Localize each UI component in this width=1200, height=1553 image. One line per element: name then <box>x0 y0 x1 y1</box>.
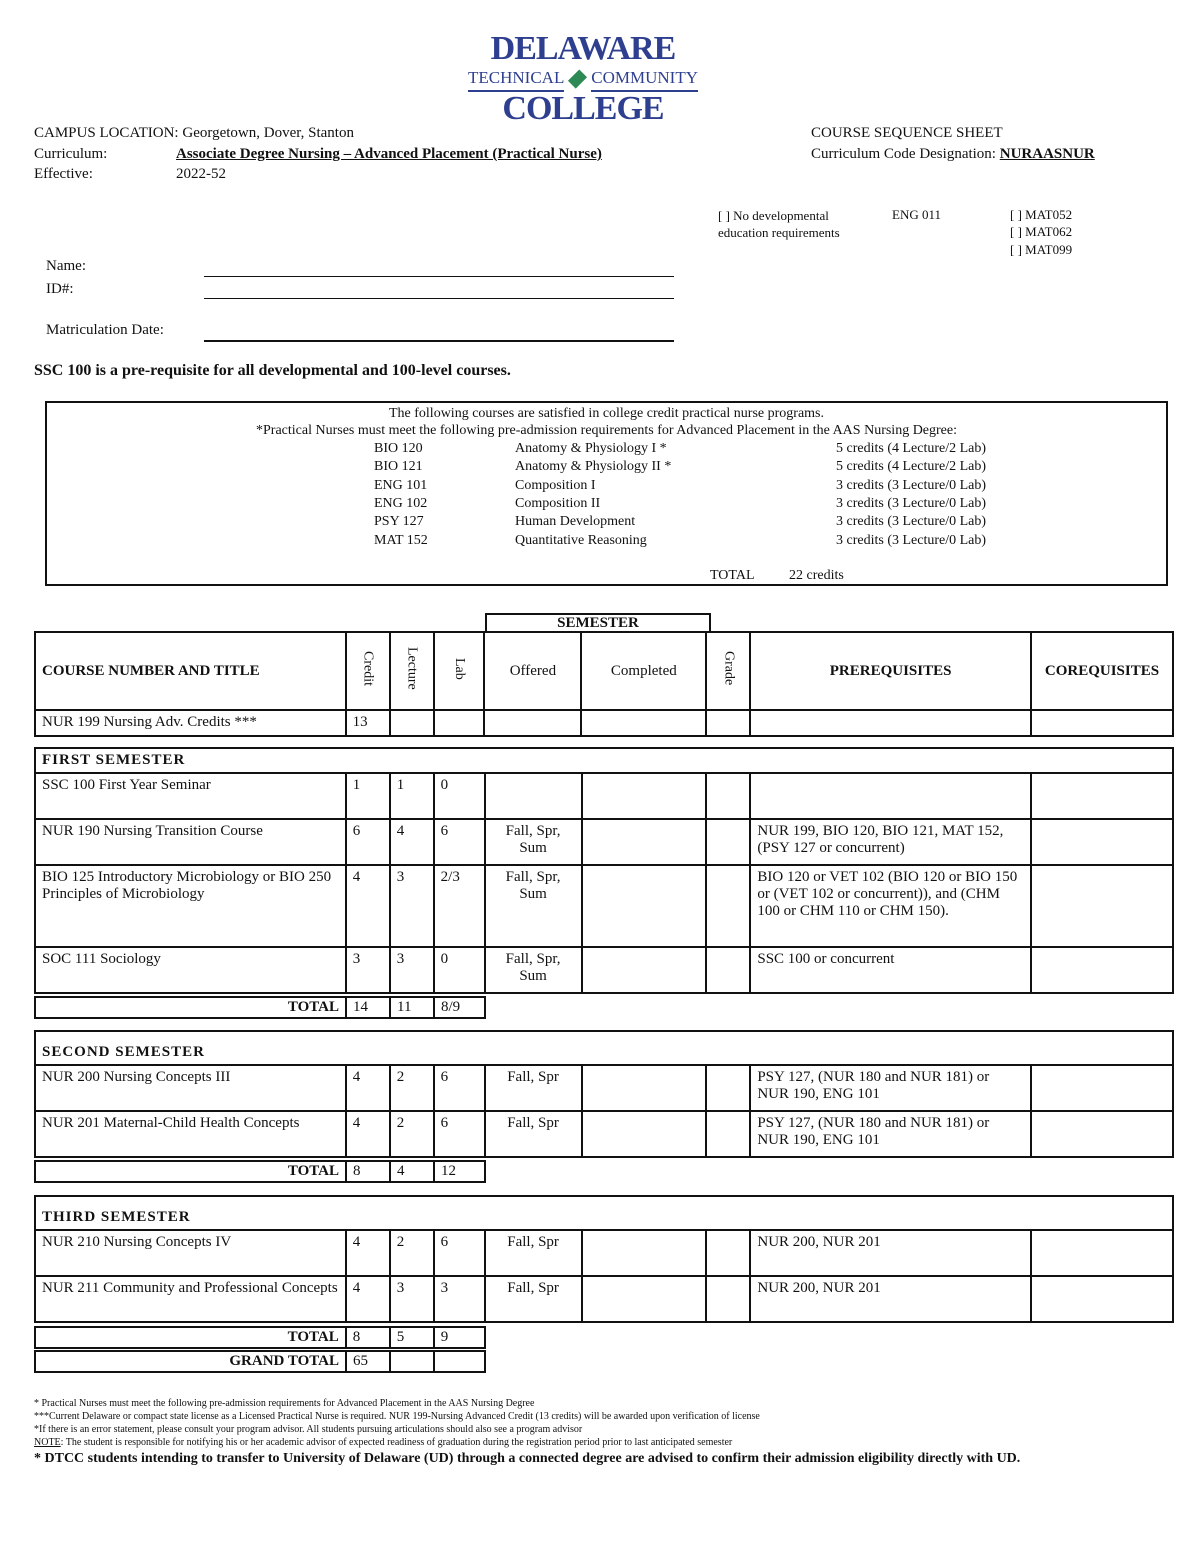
practical-row-credits: 3 credits (3 Lecture/0 Lab) <box>836 495 987 511</box>
sem1-total-label: TOTAL <box>35 997 346 1018</box>
practical-row-credits: 5 credits (4 Lecture/2 Lab) <box>836 459 987 475</box>
course-lecture: 2 <box>390 1230 434 1276</box>
logo-community: COMMUNITY <box>591 66 698 92</box>
course-offered: Fall, Spr, Sum <box>485 865 582 947</box>
col-lab <box>434 632 485 710</box>
course-title: NUR 200 Nursing Concepts III <box>35 1065 346 1111</box>
sem3-total-credit: 8 <box>346 1327 390 1348</box>
course-lab: 0 <box>434 773 485 819</box>
sem3-total-lab: 9 <box>434 1327 485 1348</box>
course-completed[interactable] <box>582 819 707 865</box>
course-title: BIO 125 Introductory Microbiology or BIO 250 Principles of Microbiology <box>35 865 346 947</box>
course-row <box>35 1111 1173 1157</box>
code-label: Curriculum Code Designation: <box>811 146 996 162</box>
sem1-label: FIRST SEMESTER <box>35 748 1173 773</box>
practical-row-code: MAT 152 <box>374 532 428 548</box>
course-row <box>35 865 1173 947</box>
matric-field[interactable] <box>204 326 674 342</box>
practical-nurse-box <box>45 401 1168 586</box>
grand-total-lecture <box>390 1351 434 1372</box>
practical-total-label: TOTAL <box>710 568 755 583</box>
practical-row-code: ENG 101 <box>374 477 428 493</box>
logo-line3: COLLEGE <box>502 90 664 127</box>
practical-line1: The following courses are satisfied in college credit practical nurse programs. <box>388 406 824 421</box>
course-lab: 6 <box>434 1111 485 1157</box>
course-prereq: PSY 127, (NUR 180 and NUR 181) or NUR 190, ENG 101 <box>750 1065 1031 1111</box>
grand-total-table <box>34 1350 486 1373</box>
course-lab: 0 <box>434 947 485 993</box>
course-grade[interactable] <box>706 1065 750 1111</box>
sem1-total-lecture: 11 <box>390 997 434 1018</box>
practical-row-code: BIO 120 <box>374 441 423 456</box>
course-lecture: 3 <box>390 947 434 993</box>
ssc-note: SSC 100 is a pre-requisite for all developmental and 100-level courses. <box>34 362 511 379</box>
course-row <box>35 773 1173 819</box>
sem2-total-lecture: 4 <box>390 1161 434 1182</box>
course-title: NUR 210 Nursing Concepts IV <box>35 1230 346 1276</box>
course-credit: 4 <box>346 1276 390 1322</box>
course-prereq <box>750 773 1031 819</box>
practical-row-title: Composition II <box>515 495 601 511</box>
course-offered: Fall, Spr <box>485 1276 582 1322</box>
id-field[interactable] <box>204 284 674 299</box>
course-prereq: NUR 199, BIO 120, BIO 121, MAT 152, (PSY 127 or concurrent) <box>750 819 1031 865</box>
course-row <box>35 819 1173 865</box>
curriculum-value: Associate Degree Nursing – Advanced Placement (Practical Nurse) <box>176 146 602 162</box>
course-completed[interactable] <box>582 1065 707 1111</box>
course-completed[interactable] <box>582 947 707 993</box>
grand-total-label: GRAND TOTAL <box>35 1351 346 1372</box>
logo-line1: DELAWARE <box>490 30 676 67</box>
practical-row-code: ENG 102 <box>374 495 428 511</box>
eng011-label: ENG 011 <box>892 207 941 222</box>
practical-row-code: BIO 121 <box>374 459 423 475</box>
mat062-checkbox[interactable]: [ ] MAT062 <box>1010 224 1073 239</box>
id-label: ID#: <box>46 281 74 297</box>
practical-row-title: Anatomy & Physiology II * <box>515 459 672 475</box>
course-credit: 4 <box>346 1111 390 1157</box>
sem2-total-credit: 8 <box>346 1161 390 1182</box>
course-lab: 6 <box>434 1065 485 1111</box>
course-prereq: SSC 100 or concurrent <box>750 947 1031 993</box>
course-coreq <box>1031 947 1173 993</box>
course-title: SOC 111 Sociology <box>35 947 346 993</box>
course-credit: 3 <box>346 947 390 993</box>
col-coreq: COREQUISITES <box>1031 632 1173 710</box>
course-offered: Fall, Spr, Sum <box>485 819 582 865</box>
curriculum-label: Curriculum: <box>34 146 108 162</box>
footnote-note-label: NOTE <box>34 1437 61 1448</box>
col-lecture-label: Lecture <box>404 647 420 690</box>
course-title: NUR 201 Maternal-Child Health Concepts <box>35 1111 346 1157</box>
practical-row-title: Quantitative Reasoning <box>515 532 647 548</box>
name-label: Name: <box>46 258 86 274</box>
course-offered: Fall, Spr, Sum <box>485 947 582 993</box>
course-credit: 4 <box>346 865 390 947</box>
sheet-title: COURSE SEQUENCE SHEET <box>811 125 1003 141</box>
name-field[interactable] <box>204 262 674 277</box>
course-prereq: NUR 200, NUR 201 <box>750 1276 1031 1322</box>
course-prereq: NUR 200, NUR 201 <box>750 1230 1031 1276</box>
course-completed[interactable] <box>582 865 707 947</box>
course-lab: 6 <box>434 819 485 865</box>
col-grade <box>706 632 750 710</box>
sem1-total-credit: 14 <box>346 997 390 1018</box>
course-credit: 1 <box>346 773 390 819</box>
practical-row-credits: 3 credits (3 Lecture/0 Lab) <box>836 477 987 493</box>
course-grade[interactable] <box>706 1111 750 1157</box>
col-credit-label: Credit <box>360 651 376 686</box>
nur199-offered <box>484 710 581 736</box>
course-completed[interactable] <box>582 1276 707 1322</box>
col-offered: Offered <box>484 632 581 710</box>
course-lab: 2/3 <box>434 865 485 947</box>
footnote-3: *If there is an error statement, please consult your program advisor. All students pursuing articulations should also see a program advisor <box>34 1424 583 1435</box>
code-value: NURAASNUR <box>999 146 1095 162</box>
course-offered: Fall, Spr <box>485 1111 582 1157</box>
course-row <box>35 947 1173 993</box>
course-coreq <box>1031 1276 1173 1322</box>
practical-row-credits: 5 credits (4 Lecture/2 Lab) <box>836 441 987 456</box>
curriculum-code <box>811 146 1095 163</box>
practical-line2: *Practical Nurses must meet the following pre-admission requirements for Advanced Placement in the AAS Nursing Degree: <box>256 423 957 438</box>
course-credit: 4 <box>346 1230 390 1276</box>
course-completed[interactable] <box>582 1230 707 1276</box>
second-semester-table <box>34 1030 1174 1158</box>
course-row <box>35 1065 1173 1111</box>
course-row <box>35 1276 1173 1322</box>
sem3-total-table <box>34 1326 1174 1349</box>
matric-label: Matriculation Date: <box>46 322 164 338</box>
course-title: NUR 211 Community and Professional Concepts <box>35 1276 346 1322</box>
course-grade[interactable] <box>706 773 750 819</box>
col-completed: Completed <box>581 632 706 710</box>
practical-row-title: Anatomy & Physiology I * <box>515 441 667 456</box>
course-prereq: PSY 127, (NUR 180 and NUR 181) or NUR 190, ENG 101 <box>750 1111 1031 1157</box>
course-lecture: 2 <box>390 1111 434 1157</box>
footnote-1: * Practical Nurses must meet the following pre-admission requirements for Advanced Placement in the AAS Nursing Degree <box>34 1398 535 1409</box>
grand-total-lab <box>434 1351 485 1372</box>
nur199-completed[interactable] <box>581 710 706 736</box>
course-lecture: 2 <box>390 1065 434 1111</box>
sem2-label: SECOND SEMESTER <box>35 1031 1173 1065</box>
sem3-total-empty <box>485 1327 1174 1348</box>
nur199-prereq <box>750 710 1031 736</box>
logo-line2 <box>468 66 698 92</box>
course-completed[interactable] <box>582 773 707 819</box>
course-coreq <box>1031 773 1173 819</box>
course-coreq <box>1031 1065 1173 1111</box>
course-row <box>35 1230 1173 1276</box>
mat099-checkbox[interactable]: [ ] MAT099 <box>1010 242 1073 257</box>
nur199-credit: 13 <box>346 710 390 736</box>
grand-total-credit: 65 <box>346 1351 390 1372</box>
course-credit: 4 <box>346 1065 390 1111</box>
no-dev-checkbox[interactable]: [ ] No developmental education requirements <box>718 208 840 240</box>
campus-label: CAMPUS LOCATION: <box>34 125 179 141</box>
sem2-total-label: TOTAL <box>35 1161 346 1182</box>
effective-label: Effective: <box>34 166 93 182</box>
course-lab: 3 <box>434 1276 485 1322</box>
course-grade[interactable] <box>706 947 750 993</box>
col-prereq: PREREQUISITES <box>750 632 1031 710</box>
sem3-total-lecture: 5 <box>390 1327 434 1348</box>
course-grade[interactable] <box>706 1276 750 1322</box>
sem3-label: THIRD SEMESTER <box>35 1196 1173 1230</box>
first-semester-table <box>34 747 1174 994</box>
course-offered: Fall, Spr <box>485 1230 582 1276</box>
course-grade[interactable] <box>706 819 750 865</box>
practical-total-value: 22 credits <box>789 568 844 583</box>
logo-diamond-icon <box>568 69 587 88</box>
col-lecture <box>390 632 434 710</box>
course-coreq <box>1031 1111 1173 1157</box>
sem3-total-label: TOTAL <box>35 1327 346 1348</box>
footnote-4 <box>34 1437 732 1448</box>
campus-value: Georgetown, Dover, Stanton <box>182 125 354 141</box>
practical-row-credits: 3 credits (3 Lecture/0 Lab) <box>836 514 987 530</box>
course-lecture: 1 <box>390 773 434 819</box>
course-coreq <box>1031 1230 1173 1276</box>
col-lab-label: Lab <box>451 657 467 680</box>
footnote-2: ***Current Delaware or compact state license as a Licensed Practical Nurse is required. NUR 199-Nursing Advanced Credit (13 credits) will be awarded upon verification of license <box>34 1411 760 1422</box>
nur199-lecture <box>390 710 434 736</box>
course-coreq <box>1031 819 1173 865</box>
footnote-ud: * DTCC students intending to transfer to University of Delaware (UD) through a connected degree are advised to confirm their admission eligibility directly with UD. <box>34 1451 1021 1466</box>
sem2-total-table <box>34 1160 486 1183</box>
course-lecture: 4 <box>390 819 434 865</box>
footnote-note-text: : The student is responsible for notifying his or her academic advisor of expected readiness of graduation during the registration period prior to last anticipated semester <box>60 1437 733 1448</box>
course-prereq: BIO 120 or VET 102 (BIO 120 or BIO 150 or (VET 102 or concurrent)), and (CHM 100 or CHM 110 or CHM 150). <box>750 865 1031 947</box>
course-grade[interactable] <box>706 865 750 947</box>
campus-location <box>34 125 354 142</box>
sem2-total-lab: 12 <box>434 1161 485 1182</box>
sem1-total-lab: 8/9 <box>434 997 485 1018</box>
effective-value: 2022-52 <box>176 166 226 182</box>
practical-row-title: Composition I <box>515 477 596 493</box>
nur199-title: NUR 199 Nursing Adv. Credits *** <box>35 710 346 736</box>
sem1-total-table <box>34 996 486 1019</box>
course-lab: 6 <box>434 1230 485 1276</box>
mat052-checkbox[interactable]: [ ] MAT052 <box>1010 207 1073 222</box>
course-lecture: 3 <box>390 865 434 947</box>
practical-row-title: Human Development <box>515 514 636 530</box>
nur199-coreq <box>1031 710 1173 736</box>
logo-technical: TECHNICAL <box>468 66 564 92</box>
course-grade[interactable] <box>706 1230 750 1276</box>
nur199-grade[interactable] <box>706 710 750 736</box>
course-offered <box>485 773 582 819</box>
course-title: NUR 190 Nursing Transition Course <box>35 819 346 865</box>
nur199-row <box>35 710 1173 736</box>
practical-row-credits: 3 credits (3 Lecture/0 Lab) <box>836 532 987 548</box>
nur199-lab <box>434 710 485 736</box>
col-course: COURSE NUMBER AND TITLE <box>35 632 346 710</box>
practical-row-code: PSY 127 <box>374 514 424 530</box>
course-title: SSC 100 First Year Seminar <box>35 773 346 819</box>
course-offered: Fall, Spr <box>485 1065 582 1111</box>
col-grade-label: Grade <box>721 651 737 686</box>
course-coreq <box>1031 865 1173 947</box>
course-lecture: 3 <box>390 1276 434 1322</box>
course-completed[interactable] <box>582 1111 707 1157</box>
col-credit <box>346 632 390 710</box>
third-semester-table <box>34 1195 1174 1323</box>
course-header-table <box>34 631 1174 737</box>
semester-header: SEMESTER <box>485 613 711 633</box>
course-credit: 6 <box>346 819 390 865</box>
college-logo <box>468 32 698 127</box>
